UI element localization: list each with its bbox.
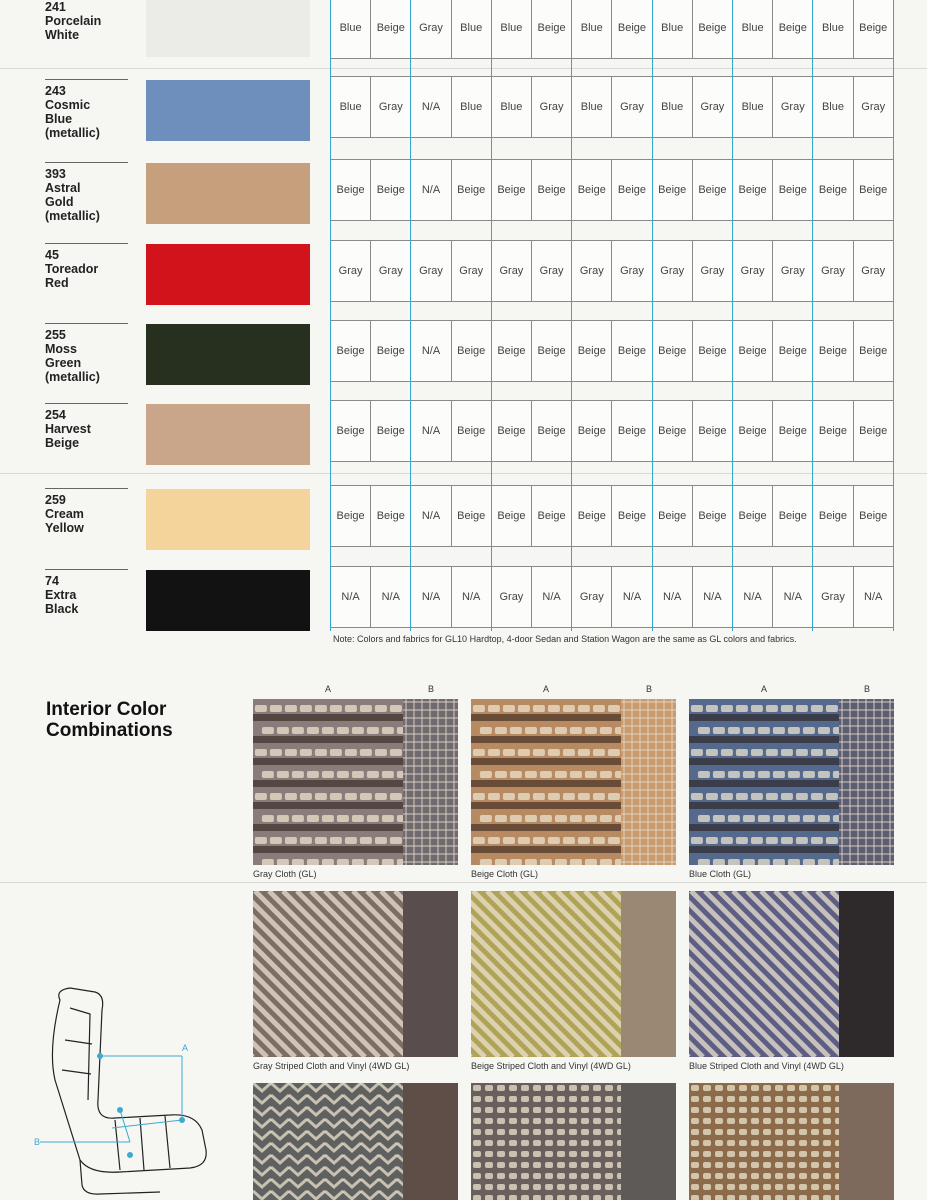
diagram-label-a: A bbox=[182, 1043, 189, 1053]
combination-cell: Gray bbox=[531, 240, 572, 302]
combination-cell: Beige bbox=[330, 159, 371, 221]
color-code: 243 bbox=[45, 84, 66, 98]
color-label bbox=[45, 79, 128, 140]
combination-cell: N/A bbox=[611, 566, 652, 628]
combination-cell: Beige bbox=[451, 320, 492, 382]
color-name-line: Toreador bbox=[45, 262, 99, 276]
combination-cell: N/A bbox=[410, 320, 451, 382]
combination-cell: Beige bbox=[853, 0, 894, 59]
combination-cell: Gray bbox=[652, 240, 693, 302]
combination-cell: Beige bbox=[571, 320, 612, 382]
combination-cell: Beige bbox=[692, 485, 733, 547]
combination-cell: N/A bbox=[531, 566, 572, 628]
combination-cell: Gray bbox=[853, 240, 894, 302]
combination-cell: Gray bbox=[812, 566, 853, 628]
combination-cell: Blue bbox=[571, 76, 612, 138]
combination-cell: Blue bbox=[330, 76, 371, 138]
combination-cell: Gray bbox=[370, 76, 411, 138]
combination-cell: N/A bbox=[370, 566, 411, 628]
combination-cell: Beige bbox=[812, 320, 853, 382]
color-name-line: (metallic) bbox=[45, 370, 100, 384]
combination-cell: Beige bbox=[853, 485, 894, 547]
color-label bbox=[45, 403, 128, 450]
combination-cell: Beige bbox=[692, 159, 733, 221]
combination-cell: Beige bbox=[611, 159, 652, 221]
color-name-line: Red bbox=[45, 276, 69, 290]
combination-cell: Gray bbox=[772, 240, 813, 302]
fabric-sample-a bbox=[253, 699, 403, 865]
combination-cell: Beige bbox=[692, 0, 733, 59]
color-code: 74 bbox=[45, 574, 59, 588]
combination-cell: Gray bbox=[410, 240, 451, 302]
color-name-line: (metallic) bbox=[45, 209, 100, 223]
combination-cell: Gray bbox=[611, 240, 652, 302]
fabric-caption: Blue Striped Cloth and Vinyl (4WD GL) bbox=[689, 1061, 844, 1071]
combination-cell: N/A bbox=[451, 566, 492, 628]
combination-cell: Gray bbox=[692, 76, 733, 138]
combination-cell: Beige bbox=[370, 485, 411, 547]
model-divider-line bbox=[330, 0, 331, 631]
color-swatch bbox=[146, 244, 310, 305]
combination-cell: Beige bbox=[531, 485, 572, 547]
color-name-line: (metallic) bbox=[45, 126, 100, 140]
combination-cell: N/A bbox=[410, 485, 451, 547]
combination-cell: Beige bbox=[652, 485, 693, 547]
color-name-line: Porcelain bbox=[45, 14, 102, 28]
color-code: 254 bbox=[45, 408, 66, 422]
combination-cell: Beige bbox=[571, 159, 612, 221]
color-name-line: Blue bbox=[45, 112, 73, 126]
combination-cell: Gray bbox=[772, 76, 813, 138]
color-name-line: Cream bbox=[45, 507, 84, 521]
color-label bbox=[45, 243, 128, 290]
combination-cell: Beige bbox=[732, 159, 773, 221]
combination-cell: N/A bbox=[772, 566, 813, 628]
fold-line bbox=[0, 882, 927, 883]
color-name-line: Cosmic bbox=[45, 98, 91, 112]
fabric-sample-b bbox=[621, 699, 676, 865]
combination-cell: Beige bbox=[330, 400, 371, 462]
combination-cell: Beige bbox=[370, 159, 411, 221]
combination-cell: Gray bbox=[451, 240, 492, 302]
combination-cell: N/A bbox=[410, 159, 451, 221]
combination-cell: Gray bbox=[812, 240, 853, 302]
combination-cell: Gray bbox=[853, 76, 894, 138]
fabric-sample-b bbox=[403, 891, 458, 1057]
combination-cell: Gray bbox=[410, 0, 451, 59]
combination-cell: Beige bbox=[370, 320, 411, 382]
fabric-label-b: B bbox=[428, 684, 435, 694]
combination-cell: Gray bbox=[491, 240, 532, 302]
combination-cell: Beige bbox=[491, 320, 532, 382]
combination-cell: Beige bbox=[451, 400, 492, 462]
combination-cell: N/A bbox=[330, 566, 371, 628]
combination-cell: N/A bbox=[652, 566, 693, 628]
combination-cell: Beige bbox=[611, 320, 652, 382]
color-swatch bbox=[146, 404, 310, 465]
combination-cell: Beige bbox=[812, 400, 853, 462]
fabric-sample-b bbox=[839, 699, 894, 865]
color-label bbox=[45, 488, 128, 535]
seat-outline bbox=[52, 988, 206, 1194]
model-divider-line bbox=[893, 0, 894, 631]
combination-cell: N/A bbox=[853, 566, 894, 628]
combination-cell: Gray bbox=[732, 240, 773, 302]
combination-cell: Gray bbox=[692, 240, 733, 302]
color-name-line: Green bbox=[45, 356, 82, 370]
combination-cell: Beige bbox=[812, 485, 853, 547]
combination-cell: Beige bbox=[611, 400, 652, 462]
combination-cell: Beige bbox=[772, 0, 813, 59]
color-label bbox=[45, 569, 128, 616]
color-label bbox=[45, 323, 128, 384]
combination-cell: Beige bbox=[732, 320, 773, 382]
fabric-caption: Blue Cloth (GL) bbox=[689, 869, 752, 879]
fabric-label-b: B bbox=[646, 684, 653, 694]
combination-cell: Beige bbox=[491, 400, 532, 462]
combination-cell: Blue bbox=[812, 76, 853, 138]
color-name-line: Beige bbox=[45, 436, 80, 450]
combination-cell: Blue bbox=[330, 0, 371, 59]
combination-cell: Beige bbox=[692, 400, 733, 462]
combination-cell: Beige bbox=[330, 320, 371, 382]
combination-cell: Beige bbox=[571, 485, 612, 547]
combination-cell: Beige bbox=[652, 400, 693, 462]
model-divider-line bbox=[491, 0, 492, 631]
fabric-label-b: B bbox=[864, 684, 871, 694]
fabric-sample-a bbox=[253, 1083, 403, 1200]
color-label bbox=[45, 162, 128, 223]
combination-cell: Beige bbox=[531, 400, 572, 462]
color-code: 241 bbox=[45, 0, 66, 14]
seat-diagram bbox=[20, 980, 260, 1200]
combination-cell: Blue bbox=[732, 76, 773, 138]
combination-cell: Beige bbox=[491, 485, 532, 547]
combination-cell: Beige bbox=[451, 159, 492, 221]
combination-cell: Beige bbox=[732, 400, 773, 462]
fabric-note: Note: Colors and fabrics for GL10 Hardtop, 4-door Sedan and Station Wagon are the same as GL colors and fabrics. bbox=[333, 634, 797, 644]
model-divider-line bbox=[410, 0, 411, 631]
color-code: 393 bbox=[45, 167, 66, 181]
fabric-sample-a bbox=[471, 1083, 621, 1200]
combination-cell: Blue bbox=[652, 0, 693, 59]
color-name-line: Moss bbox=[45, 342, 77, 356]
fabric-sample-a bbox=[689, 891, 839, 1057]
combination-cell: Beige bbox=[853, 320, 894, 382]
combination-cell: Beige bbox=[611, 0, 652, 59]
combination-cell: Gray bbox=[531, 76, 572, 138]
fabric-caption: Gray Cloth (GL) bbox=[253, 869, 317, 879]
color-combination-grid bbox=[330, 0, 893, 640]
combination-cell: Blue bbox=[812, 0, 853, 59]
combination-cell: Blue bbox=[652, 76, 693, 138]
combination-cell: Beige bbox=[330, 485, 371, 547]
fabric-sample-a bbox=[471, 699, 621, 865]
fabric-label-a: A bbox=[325, 684, 332, 694]
combination-cell: Blue bbox=[491, 0, 532, 59]
combination-cell: Blue bbox=[732, 0, 773, 59]
combination-cell: Beige bbox=[571, 400, 612, 462]
fabric-label-a: A bbox=[543, 684, 550, 694]
combination-cell: Gray bbox=[370, 240, 411, 302]
color-code: 255 bbox=[45, 328, 66, 342]
fabric-sample-a bbox=[253, 891, 403, 1057]
interior-section-title: Interior Color Combinations bbox=[46, 699, 173, 741]
model-divider-line bbox=[571, 0, 572, 631]
combination-cell: Beige bbox=[853, 400, 894, 462]
combination-cell: N/A bbox=[410, 566, 451, 628]
color-name-line: Harvest bbox=[45, 422, 91, 436]
color-name-line: Extra bbox=[45, 588, 77, 602]
combination-cell: Beige bbox=[531, 320, 572, 382]
color-swatch bbox=[146, 0, 310, 57]
combination-cell: N/A bbox=[410, 76, 451, 138]
color-swatch bbox=[146, 324, 310, 385]
color-name-line: Astral bbox=[45, 181, 81, 195]
combination-cell: Gray bbox=[571, 240, 612, 302]
combination-cell: Beige bbox=[772, 320, 813, 382]
fabric-sample-a bbox=[471, 891, 621, 1057]
color-swatch bbox=[146, 489, 310, 550]
combination-cell: Beige bbox=[853, 159, 894, 221]
color-code: 259 bbox=[45, 493, 66, 507]
combination-cell: Gray bbox=[611, 76, 652, 138]
combination-cell: N/A bbox=[692, 566, 733, 628]
combination-cell: Blue bbox=[571, 0, 612, 59]
combination-cell: Gray bbox=[571, 566, 612, 628]
color-swatch bbox=[146, 163, 310, 224]
combination-cell: Beige bbox=[652, 320, 693, 382]
model-divider-line bbox=[812, 0, 813, 631]
combination-cell: Beige bbox=[772, 485, 813, 547]
fabric-sample-a bbox=[689, 699, 839, 865]
color-name-line: Yellow bbox=[45, 521, 84, 535]
fabric-label-a: A bbox=[761, 684, 768, 694]
color-swatch bbox=[146, 80, 310, 141]
combination-cell: Beige bbox=[772, 159, 813, 221]
combination-cell: N/A bbox=[410, 400, 451, 462]
fabric-sample-b bbox=[839, 1083, 894, 1200]
model-divider-line bbox=[652, 0, 653, 631]
combination-cell: Beige bbox=[370, 400, 411, 462]
combination-cell: Beige bbox=[812, 159, 853, 221]
model-divider-line bbox=[732, 0, 733, 631]
combination-cell: Beige bbox=[692, 320, 733, 382]
fabric-sample-b bbox=[621, 1083, 676, 1200]
color-name-line: Gold bbox=[45, 195, 74, 209]
fabric-caption: Beige Cloth (GL) bbox=[471, 869, 539, 879]
fabric-caption: Gray Striped Cloth and Vinyl (4WD GL) bbox=[253, 1061, 410, 1071]
color-label bbox=[45, 0, 128, 42]
color-name-line: White bbox=[45, 28, 80, 42]
diagram-label-b: B bbox=[34, 1137, 41, 1147]
combination-cell: Gray bbox=[330, 240, 371, 302]
fabric-sample-b bbox=[839, 891, 894, 1057]
combination-cell: N/A bbox=[732, 566, 773, 628]
color-code: 45 bbox=[45, 248, 59, 262]
combination-cell: Gray bbox=[491, 566, 532, 628]
combination-cell: Blue bbox=[451, 0, 492, 59]
combination-cell: Beige bbox=[732, 485, 773, 547]
fabric-sample-b bbox=[621, 891, 676, 1057]
combination-cell: Beige bbox=[491, 159, 532, 221]
combination-cell: Blue bbox=[491, 76, 532, 138]
color-swatch bbox=[146, 570, 310, 631]
combination-cell: Beige bbox=[611, 485, 652, 547]
fabric-caption: Beige Striped Cloth and Vinyl (4WD GL) bbox=[471, 1061, 631, 1071]
combination-cell: Beige bbox=[370, 0, 411, 59]
combination-cell: Beige bbox=[531, 0, 572, 59]
combination-cell: Beige bbox=[652, 159, 693, 221]
combination-cell: Beige bbox=[451, 485, 492, 547]
color-name-line: Black bbox=[45, 602, 79, 616]
fabric-sample-b bbox=[403, 699, 458, 865]
combination-cell: Beige bbox=[772, 400, 813, 462]
combination-cell: Blue bbox=[451, 76, 492, 138]
fabric-sample-b bbox=[403, 1083, 458, 1200]
combination-cell: Beige bbox=[531, 159, 572, 221]
fabric-sample-a bbox=[689, 1083, 839, 1200]
